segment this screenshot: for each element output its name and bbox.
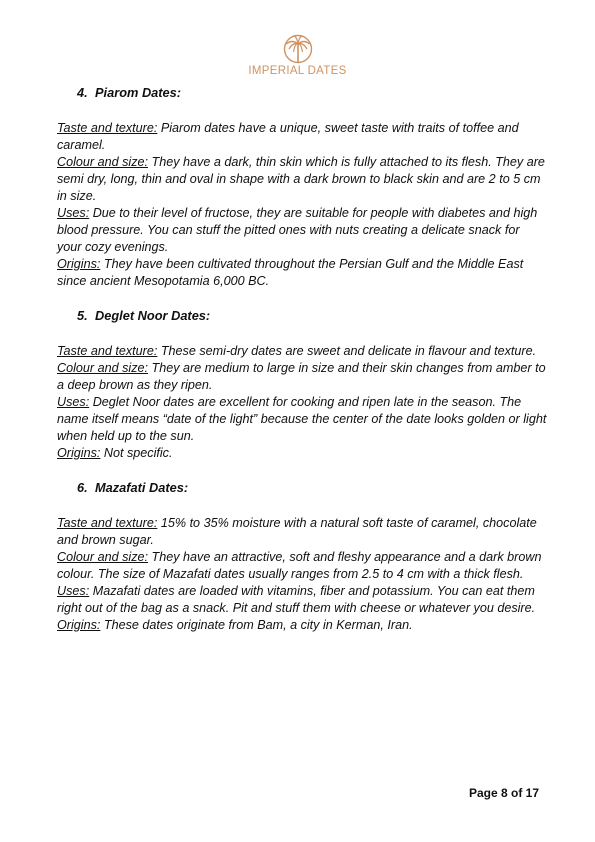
paragraph: [57, 583, 547, 617]
paragraph-label: Colour and size:: [57, 550, 149, 564]
paragraph: [57, 445, 547, 462]
section-number: 4.: [77, 85, 88, 100]
paragraph-text: Not specific.: [100, 446, 173, 460]
paragraph-label: Taste and texture:: [57, 344, 158, 358]
paragraph-text: Due to their level of fructose, they are suitable for people with diabetes and high blood pressure. You can stuff the pitted ones with nuts creating a delicate snack for your cozy evenings.: [57, 206, 538, 254]
paragraph: [57, 256, 547, 290]
paragraph-label: Colour and size:: [57, 361, 149, 375]
paragraph: [57, 154, 547, 205]
paragraph-text: Mazafati dates are loaded with vitamins, fiber and potassium. You can eat them right out of the bag as a snack. Pit and stuff them with cheese or whatever you desire.: [57, 584, 536, 615]
brand-logo: [0, 34, 595, 77]
paragraph-text: These semi-dry dates are sweet and delicate in flavour and texture.: [157, 344, 537, 358]
section: [57, 84, 547, 290]
section-title: Mazafati Dates:: [95, 480, 189, 495]
paragraph-text: They have an attractive, soft and fleshy appearance and a dark brown colour. The size of Mazafati dates usually ranges from 2.5 to 4 cm with a thick flesh.: [57, 550, 542, 581]
section: [57, 307, 547, 462]
paragraph: [57, 394, 547, 445]
paragraph-text: Deglet Noor dates are excellent for cooking and ripen late in the season. The name itself means “date of the light” because the center of the date looks golden or light when held up to the sun.: [57, 395, 547, 443]
paragraph-text: These dates originate from Bam, a city in Kerman, Iran.: [100, 618, 413, 632]
palm-tree-circle-icon: [283, 34, 313, 64]
paragraph-label: Taste and texture:: [57, 121, 158, 135]
paragraph: [57, 120, 547, 154]
paragraph-label: Origins:: [57, 618, 101, 632]
paragraph-label: Taste and texture:: [57, 516, 158, 530]
paragraph-label: Uses:: [57, 206, 90, 220]
section-heading: [77, 307, 547, 324]
page-number: Page 8 of 17: [468, 786, 539, 800]
section-heading: [77, 84, 547, 101]
paragraph-text: 15% to 35% moisture with a natural soft taste of caramel, chocolate and brown sugar.: [57, 516, 537, 547]
paragraph-text: They have a dark, thin skin which is fully attached to its flesh. They are semi dry, long, thin and oval in shape with a dark brown to black skin and are 2 to 5 cm in size.: [57, 155, 545, 203]
paragraph: [57, 343, 547, 360]
paragraph-label: Uses:: [57, 395, 90, 409]
section: [57, 479, 547, 634]
section-heading: [77, 479, 547, 496]
paragraph: [57, 549, 547, 583]
paragraph: [57, 360, 547, 394]
paragraph: [57, 617, 547, 634]
paragraph: [57, 515, 547, 549]
section-number: 6.: [77, 480, 88, 495]
section-number: 5.: [77, 308, 88, 323]
section-title: Piarom Dates:: [95, 85, 182, 100]
paragraph-label: Uses:: [57, 584, 90, 598]
paragraph: [57, 205, 547, 256]
paragraph-text: They have been cultivated throughout the Persian Gulf and the Middle East since ancient Mesopotamia 6,000 BC.: [57, 257, 524, 288]
paragraph-label: Colour and size:: [57, 155, 149, 169]
logo-text: IMPERIAL DATES: [248, 65, 347, 77]
paragraph-label: Origins:: [57, 446, 101, 460]
paragraph-text: They are medium to large in size and their skin changes from amber to a deep brown as they ripen.: [57, 361, 546, 392]
paragraph-label: Origins:: [57, 257, 101, 271]
section-title: Deglet Noor Dates:: [95, 308, 211, 323]
paragraph-text: Piarom dates have a unique, sweet taste with traits of toffee and caramel.: [57, 121, 519, 152]
document-body: [57, 84, 547, 651]
